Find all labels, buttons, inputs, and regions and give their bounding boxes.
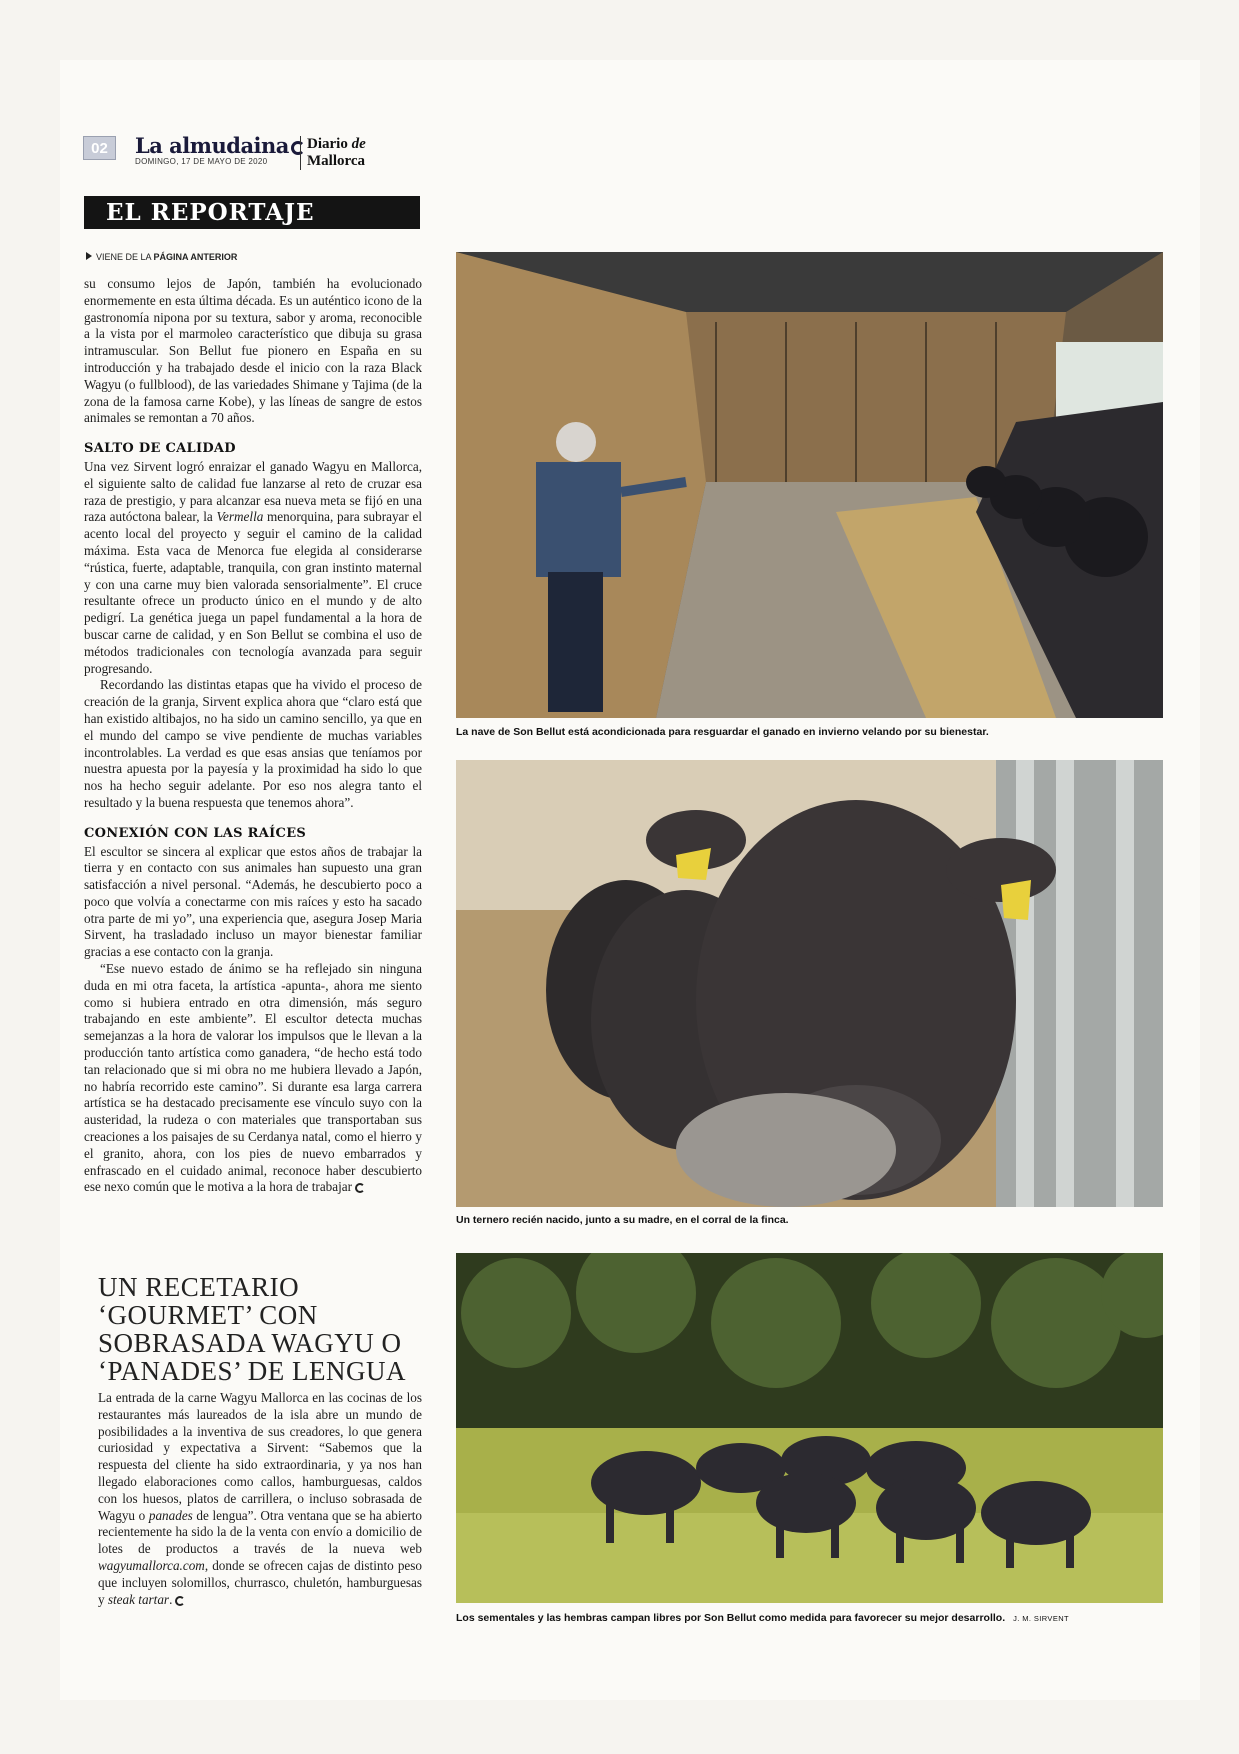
- sidebar-text-d: .: [169, 1591, 173, 1607]
- photo-barn: [456, 252, 1163, 718]
- sidebar-text-c: , donde se ofrecen cajas de distinto peso que incluyen solomillos, churrasco, chuletón, hamburguesas y: [98, 1557, 422, 1607]
- photo-calf: [456, 760, 1163, 1207]
- brand-logo: [135, 133, 305, 158]
- publication-date: DOMINGO, 17 DE MAYO DE 2020: [135, 157, 268, 166]
- article-paragraph-2: Recordando las distintas etapas que ha vivido el proceso de creación de la granja, Sirvent explica ahora que “claro está que han existido altibajos, no ha sido un camino sencillo, ya que en el mundo del campo se vive pendiente de muchas variables incontrolables. La verdad es que esas ansias que teníamos por nuestra apuesta por la payesía y la proximidad ha sido lo que nos ha hecho seguir adelante. Por eso nos alegra tanto el resultado y la buena respuesta que tenemos ahora”.: [84, 677, 422, 810]
- photo-pasture: [456, 1253, 1163, 1603]
- sidebar-italic-1: panades: [148, 1507, 193, 1523]
- continued-bold: PÁGINA ANTERIOR: [153, 252, 238, 262]
- article-paragraph-4: [84, 961, 422, 1196]
- caption-pasture-text: Los sementales y las hembras campan libres por Son Bellut como medida para favorecer su mejor desarrollo.: [456, 1612, 1006, 1624]
- article-body: [84, 276, 422, 1196]
- barn-image: [456, 252, 1163, 718]
- masthead: [83, 133, 423, 167]
- article-intro: su consumo lejos de Japón, también ha evolucionado enormemente en esta última década. Es un auténtico icono de la gastronomía nipona por su textura, sabor y aroma, reconocible a la vista por el marmoleo característico que dibuja su grasa intramuscular. Son Bellut fue pionero en España en su introducción y ha trabajado desde el inicio con la raza Black Wagyu (o fullblood), de las variedades Shimane y Tajima (de la zona de la famosa carne Kobe), y las líneas de sangre de estos animales se remontan a 70 años.: [84, 276, 422, 426]
- p4-text: “Ese nuevo estado de ánimo se ha reflejado sin ninguna duda en mi otra faceta, la artística -apunta-, ahora me siento como si hubiera entrado en otra dimensión, más seguro trabajando en este ambiente”. El escultor detecta muchas semejanzas a la hora de valorar los impulsos que le llevan a la producción tanto artística como ganadera, “de hecho está todo tan relacionado que si mi obra no me hubiera llevado a Japón, no habría recorrido este camino”. Si durante esa larga carrera artística se ha destacado precisamente ese vínculo suyo con la austeridad, la rudeza o con materiales que transportaban sus creaciones a los paisajes de su Cerdanya natal, como el hierro y el granito, ahora, con los pies de nuevo embarrados y enfrascado en el cuidado animal, reconoce haber descubierto ese nexo común que le motiva a la hora de trabajar: [84, 961, 422, 1195]
- continued-prefix: VIENE DE LA: [96, 252, 154, 262]
- subhead-salto: SALTO DE CALIDAD: [84, 441, 236, 457]
- article-paragraph-3: El escultor se sincera al explicar que estos años de trabajar la tierra y en contacto con sus animales han supuesto una gran satisfacción a nivel personal. “Además, he descubierto poco a poco que volvía a conectarme con mis raíces y esto ha sacado otra parte de mi yo”, una experiencia que, asegura Josep Maria Sirvent, ha trasladado incluso un mayor bienestar familiar gracias a ese contacto con la granja.: [84, 843, 422, 960]
- page-number: 02: [83, 136, 116, 160]
- sidebar-text: [98, 1390, 422, 1608]
- partner-logo: [300, 136, 423, 170]
- end-mark-icon: [175, 1596, 185, 1606]
- brand-name: La almudaina: [135, 133, 289, 158]
- subhead-conexion: CONEXIÓN CON LAS RAÍCES: [84, 825, 307, 841]
- sidebar-title: UN RECETARIO ‘GOURMET’ CON SOBRASADA WAGYU O ‘PANADES’ DE LENGUA: [98, 1272, 406, 1386]
- p1-italic: Vermella: [216, 509, 264, 525]
- photo-credit: J. M. SIRVENT: [1013, 1614, 1070, 1623]
- end-mark-icon: [355, 1183, 365, 1193]
- article-paragraph-1: [84, 459, 422, 677]
- partner-italic: de: [351, 136, 366, 152]
- calf-image: [456, 760, 1163, 1207]
- caption-pasture: [456, 1612, 1069, 1624]
- section-title: EL REPORTAJE: [84, 196, 420, 229]
- triangle-icon: [86, 252, 92, 260]
- p1-part-a: Una vez Sirvent logró enraizar el ganado Wagyu en Mallorca, el siguiente salto de calidad fue lanzarse al reto de cruzar esa raza de prestigio, y para alcanzar esa nueva meta se fijó en una raza autóctona balear, la: [84, 458, 422, 525]
- sidebar-text-a: La entrada de la carne Wagyu Mallorca en las cocinas de los restaurantes más laureados de la isla abre un mundo de posibilidades a la inventiva de sus creadores, lo que genera curiosidad y expectativa a Sirvent: “Sabemos que la respuesta del cliente ha sido extraordinaria, y ya nos han llegado elaboraciones como callos, hamburguesas, caldos con los huesos, platos de carrillera, o incluso sobrasada de Wagyu o: [98, 1390, 422, 1523]
- partner-suffix: Mallorca: [307, 153, 366, 169]
- caption-calf: Un ternero recién nacido, junto a su madre, en el corral de la finca.: [456, 1214, 789, 1226]
- continued-from: [86, 252, 237, 262]
- p1-part-b: menorquina, para subrayar el acento local del proyecto y seguir el camino de la calidad máxima. Esta vaca de Menorca fue elegida al considerarse “rústica, fuerte, adaptable, tranquila, con gran instinto maternal y con una carne muy bien valorada sensorialmente”. El cruce resultante ofrece un producto único en el mundo y de alto pedigrí. La genética juega un papel fundamental a la hora de buscar carne de calidad, y en Son Bellut se combina el uso de métodos tradicionales con tecnología avanzada para seguir progresando.: [84, 509, 422, 676]
- caption-barn: La nave de Son Bellut está acondicionada para resguardar el ganado en invierno velando por su bienestar.: [456, 726, 989, 738]
- sidebar-text-b: de lengua”. Otra ventana que se ha abierto recientemente ha sido la de la venta con envío a domicilio de lotes de productos a través de la nueva web: [98, 1507, 422, 1557]
- sidebar-italic-2: wagyumallorca.com: [98, 1557, 205, 1573]
- sidebar-body: [98, 1390, 422, 1608]
- partner-prefix: Diario: [307, 136, 352, 152]
- pasture-image: [456, 1253, 1163, 1603]
- sidebar-italic-3: steak tartar: [107, 1591, 170, 1607]
